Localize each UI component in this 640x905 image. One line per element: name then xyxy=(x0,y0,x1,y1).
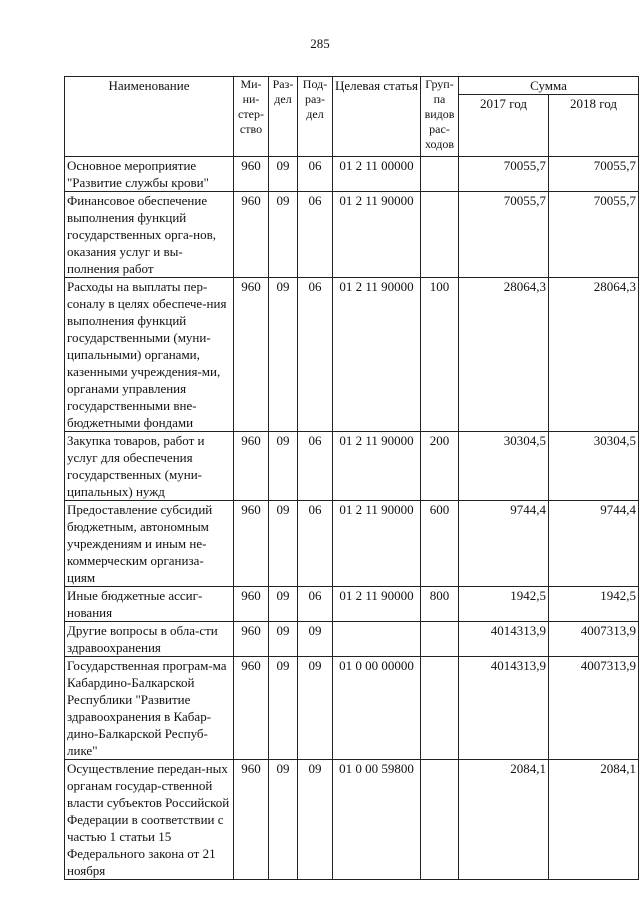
header-target: Целевая статья xyxy=(333,77,421,157)
table-row xyxy=(65,657,639,760)
row-target: 01 2 11 90000 xyxy=(333,587,421,622)
row-expense-group xyxy=(421,622,459,657)
row-ministry: 960 xyxy=(234,587,269,622)
row-expense-group: 200 xyxy=(421,432,459,501)
table-row xyxy=(65,192,639,278)
table-row xyxy=(65,622,639,657)
row-name: Финансовое обеспечение выполнения функций государственных орга-нов, оказания услуг и вы-полнения работ xyxy=(65,192,234,278)
row-subsection: 06 xyxy=(298,501,333,587)
row-section: 09 xyxy=(269,587,298,622)
row-ministry: 960 xyxy=(234,278,269,432)
row-2017: 30304,5 xyxy=(459,432,549,501)
row-expense-group xyxy=(421,760,459,880)
row-2017: 9744,4 xyxy=(459,501,549,587)
row-subsection: 06 xyxy=(298,157,333,192)
row-target: 01 0 00 00000 xyxy=(333,657,421,760)
page-number: 285 xyxy=(310,36,330,51)
row-section: 09 xyxy=(269,157,298,192)
row-subsection: 09 xyxy=(298,657,333,760)
row-ministry: 960 xyxy=(234,760,269,880)
row-2018: 1942,5 xyxy=(549,587,639,622)
row-target: 01 2 11 90000 xyxy=(333,432,421,501)
row-expense-group xyxy=(421,192,459,278)
row-section: 09 xyxy=(269,657,298,760)
row-2017: 2084,1 xyxy=(459,760,549,880)
row-expense-group: 600 xyxy=(421,501,459,587)
row-subsection: 06 xyxy=(298,278,333,432)
row-target: 01 2 11 90000 xyxy=(333,501,421,587)
header-2017: 2017 год xyxy=(459,95,549,157)
row-2018: 2084,1 xyxy=(549,760,639,880)
header-sum: Сумма xyxy=(459,77,639,95)
row-2017: 70055,7 xyxy=(459,192,549,278)
table-row xyxy=(65,501,639,587)
row-expense-group xyxy=(421,157,459,192)
row-2017: 4014313,9 xyxy=(459,657,549,760)
row-expense-group: 100 xyxy=(421,278,459,432)
row-2017: 1942,5 xyxy=(459,587,549,622)
row-2017: 28064,3 xyxy=(459,278,549,432)
row-target: 01 2 11 90000 xyxy=(333,278,421,432)
row-expense-group xyxy=(421,657,459,760)
row-section: 09 xyxy=(269,501,298,587)
row-ministry: 960 xyxy=(234,657,269,760)
header-2018: 2018 год xyxy=(549,95,639,157)
row-name: Предоставление субсидий бюджетным, автономным учреждениям и иным не-коммерческим организа-циям xyxy=(65,501,234,587)
row-2018: 70055,7 xyxy=(549,157,639,192)
table-row xyxy=(65,432,639,501)
row-subsection: 06 xyxy=(298,192,333,278)
table-row xyxy=(65,760,639,880)
budget-table xyxy=(64,76,639,880)
row-2018: 30304,5 xyxy=(549,432,639,501)
row-target xyxy=(333,622,421,657)
row-name: Другие вопросы в обла-сти здравоохранения xyxy=(65,622,234,657)
row-2018: 70055,7 xyxy=(549,192,639,278)
row-subsection: 09 xyxy=(298,622,333,657)
row-section: 09 xyxy=(269,432,298,501)
row-ministry: 960 xyxy=(234,157,269,192)
header-ministry: Ми-ни-стер-ство xyxy=(234,77,269,157)
row-ministry: 960 xyxy=(234,501,269,587)
row-2018: 4007313,9 xyxy=(549,622,639,657)
row-name: Иные бюджетные ассиг-нования xyxy=(65,587,234,622)
header-subsection: Под-раз-дел xyxy=(298,77,333,157)
row-subsection: 09 xyxy=(298,760,333,880)
row-target: 01 2 11 00000 xyxy=(333,157,421,192)
header-expense-group: Груп-па видов рас-ходов xyxy=(421,77,459,157)
row-2018: 4007313,9 xyxy=(549,657,639,760)
row-target: 01 2 11 90000 xyxy=(333,192,421,278)
header-section: Раз-дел xyxy=(269,77,298,157)
row-section: 09 xyxy=(269,278,298,432)
row-expense-group: 800 xyxy=(421,587,459,622)
row-name: Основное мероприятие "Развитие службы крови" xyxy=(65,157,234,192)
row-ministry: 960 xyxy=(234,192,269,278)
table-row xyxy=(65,278,639,432)
row-target: 01 0 00 59800 xyxy=(333,760,421,880)
row-name: Осуществление передан-ных органам государ-ственной власти субъектов Российской Федерации в соответствии с частью 1 статьи 15 Федерального закона от 21 ноября xyxy=(65,760,234,880)
row-section: 09 xyxy=(269,622,298,657)
row-subsection: 06 xyxy=(298,432,333,501)
table-row xyxy=(65,587,639,622)
row-name: Государственная програм-ма Кабардино-Балкарской Республики "Развитие здравоохранения в Кабар-дино-Балкарской Респуб-лике" xyxy=(65,657,234,760)
row-2017: 4014313,9 xyxy=(459,622,549,657)
row-2018: 28064,3 xyxy=(549,278,639,432)
row-ministry: 960 xyxy=(234,622,269,657)
row-section: 09 xyxy=(269,192,298,278)
row-section: 09 xyxy=(269,760,298,880)
header-name: Наименование xyxy=(65,77,234,157)
row-2017: 70055,7 xyxy=(459,157,549,192)
row-subsection: 06 xyxy=(298,587,333,622)
row-name: Закупка товаров, работ и услуг для обеспечения государственных (муни-ципальных) нужд xyxy=(65,432,234,501)
table-row xyxy=(65,157,639,192)
row-ministry: 960 xyxy=(234,432,269,501)
row-2018: 9744,4 xyxy=(549,501,639,587)
row-name: Расходы на выплаты пер-соналу в целях обеспече-ния выполнения функций государственными (муни-ципальными) органами, казенными учреждения-ми, органами управления государственными вне-бюджетными фондами xyxy=(65,278,234,432)
